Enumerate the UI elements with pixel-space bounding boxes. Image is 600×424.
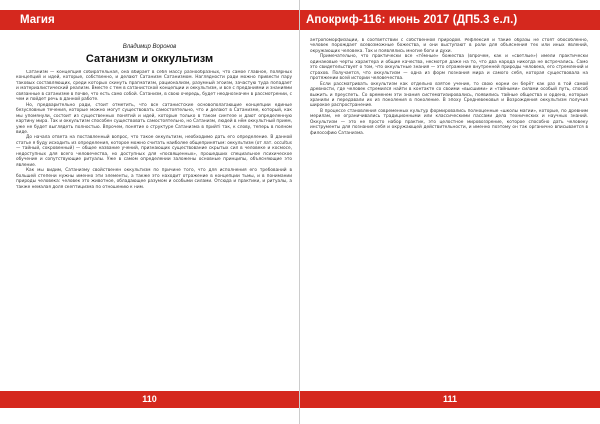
page-number: 111 bbox=[442, 394, 458, 404]
left-page-header bbox=[0, 10, 299, 30]
paragraph: Как мы видим, Сатанизму свойственен оккультизм по причине того, что для исполнения его требований в большей степени нужны именно эти элементы, а также это находит отражение в концепции тьмы, и в понимании природы человека: человек это животное, обладающее разумом и особыми силами. Отсюда и практики, и ритуалы, а также немалая доля скептицизма по отношению к ним. bbox=[16, 168, 292, 190]
paragraph: Но, предварительно ради, стоит отметить, что все сатанистские основополагающие концепции единые безусловные течения, которые можно могут существовать самостоятельно, что и делают в Сатанизме, который, как мы упомянули, состоит из существенных понятий и идей, которые только в таком синтезе и дают определенную картину мира. Так и оккультизм способен существовать самостоятельно, но Сатанизм, людей в нём оккультный прием, уже не будет выглядеть полностью. Впрочем, понятие о структуре Сатанизма в прийтi так, к слову, теперь в полном виде. bbox=[16, 102, 292, 135]
paragraph: Сатанизм — концепция собирательная, она вбирает в себя массу разнообразных, что самое главное, полярных концепций и идей, которые, собственно, и делают Сатанизм Сатанизмом. Наглядности ради можно привести пару таковых составляющих, среди которых скинуть прагматизм, рационализм, разумный эгоизм, зачастую тудa попадает и материалистический реализм. Вместе с тем в сатанистской концепции и оккультизм, и все с преданиями и знаниями связанные в сатанизме в почве, что есть само собой. Сатанизм, в свою очередь, будет неоднозначен в рассмотрении, с чем и пойдет речь в данной работе. bbox=[16, 70, 292, 103]
issue-title: Апокриф-116: июнь 2017 (ДП5.3 е.л.) bbox=[306, 14, 518, 26]
paragraph: Примечательно, что практически все «тёмные» божества (впрочем, как и «светлые») имели практически одинаковые черты характера и общие качества, несмотря даже на то, что два народа никогда не встречались. Само это свидетельствует о том, что оккультные знания — это отражение внутренней природы человека, его стремлений и страхов. Получается, что оккультизм — одна из форм познания мира и самого себя, которая существовала на протяжении всей истории человечества. bbox=[310, 54, 588, 82]
paragraph: антропоморфизации, в соответствии с собственной природой. Рефлексия и такие образы не стоят обособленно, человек порождает всевозможные божества, и они выступают в роли для объяснения тех или иных явлений, окружающих человека. Так и появлялись многие боги и духи. bbox=[310, 38, 588, 54]
right-page-footer bbox=[300, 391, 600, 408]
paragraph: Если рассматривать оккультизм как отдельно взятое учение, то свою корни он берёт как раз в той самой древности, где человек стремился найти в контакте со своими «высшими» и «тайными» силами особый путь, способ выжить и преуспеть. Со временем эти знания систематизировались, появились тайные общества и ордена, которые хранили и передавали их из поколения в поколение. В эпоху Средневековья и Возрождения оккультизм получил широкое распространение. bbox=[310, 81, 588, 109]
page-number: 110 bbox=[142, 394, 157, 404]
left-page-body bbox=[16, 70, 292, 388]
article-title: Сатанизм и оккультизм bbox=[85, 53, 214, 65]
right-page-header bbox=[300, 10, 600, 30]
left-page-footer bbox=[0, 391, 299, 408]
right-page bbox=[300, 0, 600, 424]
paragraph: До начала ответа на поставленный вопрос, что такое оккультизм, необходимо дать его определение. В данной статье я буду исходить из определения, которое можно считать наиболее общепринятым: оккультизм (от лат. occultus — тайный, сокровенный) — общее название учений, признающих существование скрытых сил в человеке и космосе, недоступных для всего человечества, но доступных для «посвященных», прошедших специальное психическое обучение и сопутствующие ритуалы. Уже в самом определении заложены основные принципы, объясняющие это явление. bbox=[16, 135, 292, 168]
paragraph: В процессе становления современных культур формировались полноценные «школы магии», которые, по древним мерилам, не ограничивались традиционными или классическими пассами дела технических и научных знаний. Оккультизм — это не просто набор практик, это целостное мировоззрение, которое способно дать человеку инструменты для познания себя и окружающей действительности, и именно поэтому он так органично вписывается в философию Сатанизма. bbox=[310, 108, 588, 136]
section-title: Магия bbox=[20, 14, 55, 26]
article-author: Владимир Воронов bbox=[122, 44, 177, 50]
right-page-body bbox=[310, 38, 588, 388]
